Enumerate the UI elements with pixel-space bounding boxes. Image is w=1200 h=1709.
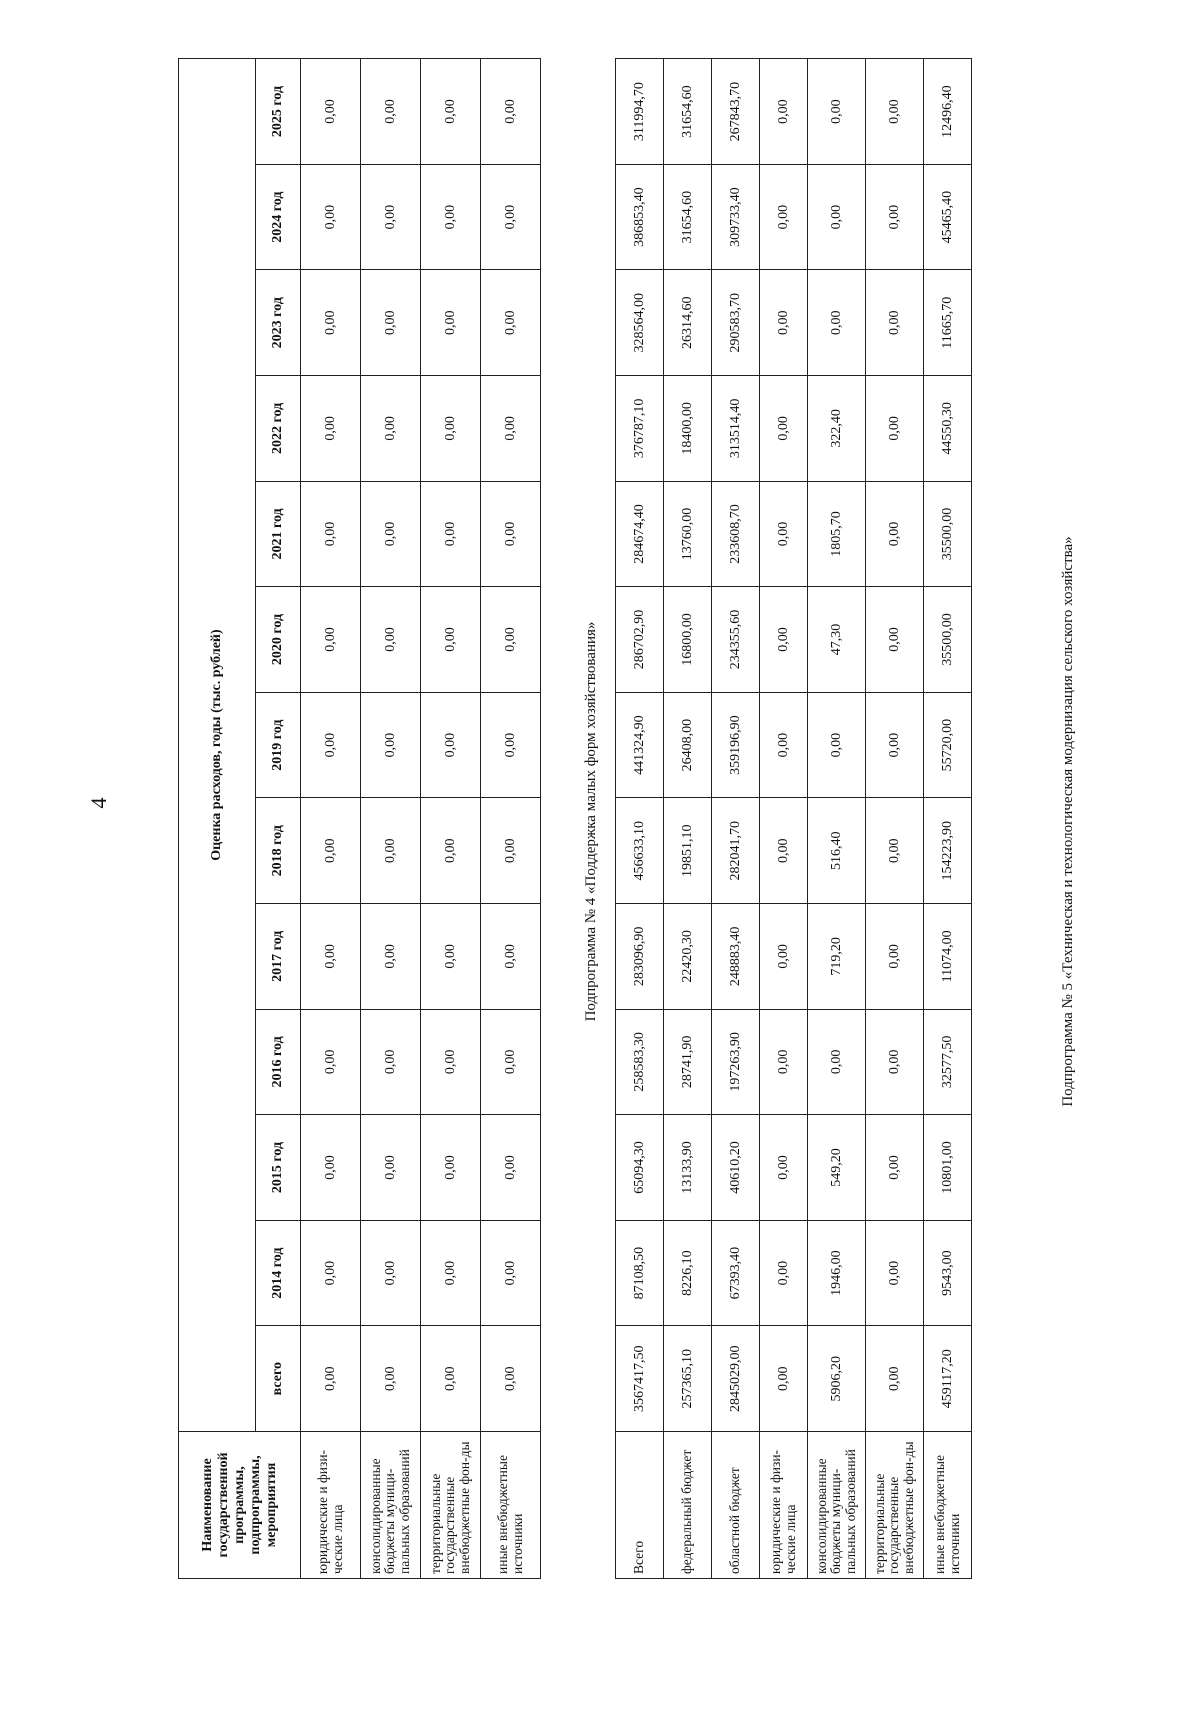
value-cell: 47,30 (808, 587, 866, 693)
value-cell: 258583,30 (616, 1009, 664, 1115)
value-cell: 16800,00 (664, 587, 712, 693)
value-cell: 2845029,00 (712, 1326, 760, 1432)
value-cell: 290583,70 (712, 270, 760, 376)
value-cell: 0,00 (481, 798, 541, 904)
value-cell: 234355,60 (712, 587, 760, 693)
value-cell: 0,00 (760, 904, 808, 1010)
value-cell: 67393,40 (712, 1220, 760, 1326)
row-label: областной бюджет (712, 1432, 760, 1579)
year-header: 2020 год (256, 587, 301, 693)
value-cell: 0,00 (301, 270, 361, 376)
value-cell: 0,00 (361, 1326, 421, 1432)
estimate-header: Оценка расходов, годы (тыс. рублей) (179, 59, 256, 1432)
subprogram-5-title: Подпрограмма № 5 «Техническая и технологическая модернизация сельского хозяйства» (1060, 536, 1076, 1107)
value-cell: 0,00 (421, 798, 481, 904)
page-number: 4 (86, 797, 111, 809)
value-cell: 0,00 (866, 376, 924, 482)
value-cell: 0,00 (760, 59, 808, 165)
value-cell: 0,00 (301, 692, 361, 798)
value-cell: 313514,40 (712, 376, 760, 482)
value-cell: 44550,30 (924, 376, 972, 482)
row-label: консолидированные бюджеты муници-пальных образований (808, 1432, 866, 1579)
value-cell: 0,00 (866, 904, 924, 1010)
table-row (866, 59, 924, 1579)
value-cell: 0,00 (421, 164, 481, 270)
value-cell: 0,00 (866, 1220, 924, 1326)
row-label: консолидированные бюджеты муници-пальных образований (361, 1432, 421, 1579)
table-row (616, 59, 664, 1579)
year-header: 2021 год (256, 481, 301, 587)
value-cell: 0,00 (808, 164, 866, 270)
value-cell: 0,00 (866, 587, 924, 693)
value-cell: 257365,10 (664, 1326, 712, 1432)
year-header: 2014 год (256, 1220, 301, 1326)
expenses-table-subprogram-4 (615, 58, 972, 1579)
table2-body (616, 59, 972, 1579)
value-cell: 0,00 (866, 59, 924, 165)
value-cell: 0,00 (301, 1009, 361, 1115)
value-cell: 0,00 (361, 270, 421, 376)
value-cell: 0,00 (866, 1009, 924, 1115)
value-cell: 0,00 (361, 59, 421, 165)
value-cell: 0,00 (361, 587, 421, 693)
value-cell: 0,00 (361, 376, 421, 482)
value-cell: 0,00 (481, 692, 541, 798)
value-cell: 0,00 (760, 587, 808, 693)
value-cell: 35500,00 (924, 587, 972, 693)
row-label: Всего (616, 1432, 664, 1579)
value-cell: 248883,40 (712, 904, 760, 1010)
row-label: юридические и физи-ческие лица (301, 1432, 361, 1579)
value-cell: 45465,40 (924, 164, 972, 270)
value-cell: 0,00 (481, 1009, 541, 1115)
value-cell: 0,00 (361, 904, 421, 1010)
expenses-table-top (178, 58, 541, 1579)
value-cell: 386853,40 (616, 164, 664, 270)
value-cell: 0,00 (301, 164, 361, 270)
value-cell: 0,00 (301, 481, 361, 587)
value-cell: 0,00 (421, 481, 481, 587)
value-cell: 0,00 (421, 904, 481, 1010)
value-cell: 0,00 (866, 481, 924, 587)
value-cell: 9543,00 (924, 1220, 972, 1326)
value-cell: 0,00 (760, 1220, 808, 1326)
value-cell: 65094,30 (616, 1115, 664, 1221)
value-cell: 459117,20 (924, 1326, 972, 1432)
row-label: федеральный бюджет (664, 1432, 712, 1579)
year-header: 2022 год (256, 376, 301, 482)
value-cell: 13760,00 (664, 481, 712, 587)
value-cell: 0,00 (421, 692, 481, 798)
value-cell: 0,00 (866, 692, 924, 798)
value-cell: 1946,00 (808, 1220, 866, 1326)
value-cell: 154223,90 (924, 798, 972, 904)
value-cell: 0,00 (481, 1326, 541, 1432)
value-cell: 0,00 (421, 1326, 481, 1432)
value-cell: 0,00 (481, 481, 541, 587)
value-cell: 35500,00 (924, 481, 972, 587)
value-cell: 0,00 (481, 1115, 541, 1221)
year-header: 2024 год (256, 164, 301, 270)
value-cell: 18400,00 (664, 376, 712, 482)
value-cell: 0,00 (421, 1115, 481, 1221)
value-cell: 0,00 (301, 587, 361, 693)
value-cell: 0,00 (361, 481, 421, 587)
value-cell: 322,40 (808, 376, 866, 482)
value-cell: 0,00 (421, 59, 481, 165)
table-row (361, 59, 421, 1579)
row-label: территориальные государственные внебюджетные фон-ды (866, 1432, 924, 1579)
value-cell: 0,00 (421, 1009, 481, 1115)
value-cell: 22420,30 (664, 904, 712, 1010)
value-cell: 0,00 (361, 1220, 421, 1326)
value-cell: 0,00 (481, 59, 541, 165)
value-cell: 0,00 (866, 1115, 924, 1221)
value-cell: 516,40 (808, 798, 866, 904)
value-cell: 5906,20 (808, 1326, 866, 1432)
table-row (760, 59, 808, 1579)
name-column-header: Наименование государственной программы, подпрограммы, мероприятия (179, 1432, 301, 1579)
value-cell: 0,00 (301, 59, 361, 165)
value-cell: 282041,70 (712, 798, 760, 904)
value-cell: 10801,00 (924, 1115, 972, 1221)
value-cell: 0,00 (760, 1115, 808, 1221)
value-cell: 286702,90 (616, 587, 664, 693)
table-row (481, 59, 541, 1579)
value-cell: 311994,70 (616, 59, 664, 165)
table-row (924, 59, 972, 1579)
value-cell: 0,00 (361, 164, 421, 270)
year-header: 2018 год (256, 798, 301, 904)
table-row (808, 59, 866, 1579)
value-cell: 0,00 (866, 270, 924, 376)
value-cell: 0,00 (481, 1220, 541, 1326)
value-cell: 376787,10 (616, 376, 664, 482)
year-header: 2025 год (256, 59, 301, 165)
value-cell: 3567417,50 (616, 1326, 664, 1432)
year-header: 2017 год (256, 904, 301, 1010)
value-cell: 0,00 (760, 481, 808, 587)
value-cell: 0,00 (760, 270, 808, 376)
value-cell: 456633,10 (616, 798, 664, 904)
value-cell: 55720,00 (924, 692, 972, 798)
value-cell: 87108,50 (616, 1220, 664, 1326)
row-label: иные внебюджетные источники (481, 1432, 541, 1579)
row-label: иные внебюджетные источники (924, 1432, 972, 1579)
value-cell: 0,00 (866, 798, 924, 904)
value-cell: 0,00 (301, 376, 361, 482)
value-cell: 441324,90 (616, 692, 664, 798)
value-cell: 26408,00 (664, 692, 712, 798)
value-cell: 284674,40 (616, 481, 664, 587)
value-cell: 31654,60 (664, 164, 712, 270)
value-cell: 549,20 (808, 1115, 866, 1221)
table-row (712, 59, 760, 1579)
value-cell: 0,00 (808, 59, 866, 165)
value-cell: 0,00 (808, 1009, 866, 1115)
row-label: территориальные государственные внебюджетные фон-ды (421, 1432, 481, 1579)
value-cell: 0,00 (421, 270, 481, 376)
value-cell: 28741,90 (664, 1009, 712, 1115)
value-cell: 0,00 (361, 692, 421, 798)
value-cell: 0,00 (760, 1009, 808, 1115)
value-cell: 0,00 (481, 904, 541, 1010)
value-cell: 40610,20 (712, 1115, 760, 1221)
value-cell: 283096,90 (616, 904, 664, 1010)
value-cell: 0,00 (421, 376, 481, 482)
value-cell: 0,00 (808, 692, 866, 798)
value-cell: 0,00 (760, 798, 808, 904)
value-cell: 0,00 (361, 798, 421, 904)
value-cell: 0,00 (808, 270, 866, 376)
value-cell: 13133,90 (664, 1115, 712, 1221)
year-header: всего (256, 1326, 301, 1432)
value-cell: 0,00 (760, 376, 808, 482)
value-cell: 0,00 (301, 904, 361, 1010)
value-cell: 11665,70 (924, 270, 972, 376)
value-cell: 1805,70 (808, 481, 866, 587)
value-cell: 328564,00 (616, 270, 664, 376)
table1-body (301, 59, 541, 1579)
value-cell: 26314,60 (664, 270, 712, 376)
value-cell: 0,00 (760, 692, 808, 798)
subprogram-4-title: Подпрограмма № 4 «Поддержка малых форм хозяйствования» (583, 621, 599, 1022)
table-row (301, 59, 361, 1579)
value-cell: 31654,60 (664, 59, 712, 165)
value-cell: 309733,40 (712, 164, 760, 270)
year-header: 2019 год (256, 692, 301, 798)
row-label: юридические и физи-ческие лица (760, 1432, 808, 1579)
value-cell: 233608,70 (712, 481, 760, 587)
table-row (664, 59, 712, 1579)
value-cell: 0,00 (760, 164, 808, 270)
value-cell: 0,00 (481, 376, 541, 482)
value-cell: 0,00 (481, 270, 541, 376)
value-cell: 0,00 (361, 1115, 421, 1221)
value-cell: 0,00 (301, 1220, 361, 1326)
year-header: 2015 год (256, 1115, 301, 1221)
value-cell: 0,00 (481, 587, 541, 693)
value-cell: 19851,10 (664, 798, 712, 904)
value-cell: 267843,70 (712, 59, 760, 165)
years-header-row (256, 59, 301, 1579)
value-cell: 0,00 (866, 1326, 924, 1432)
value-cell: 0,00 (760, 1326, 808, 1432)
value-cell: 197263,90 (712, 1009, 760, 1115)
value-cell: 719,20 (808, 904, 866, 1010)
value-cell: 0,00 (301, 1115, 361, 1221)
value-cell: 0,00 (301, 798, 361, 904)
year-header: 2016 год (256, 1009, 301, 1115)
value-cell: 359196,90 (712, 692, 760, 798)
year-header: 2023 год (256, 270, 301, 376)
value-cell: 12496,40 (924, 59, 972, 165)
table-row (421, 59, 481, 1579)
value-cell: 0,00 (301, 1326, 361, 1432)
value-cell: 0,00 (866, 164, 924, 270)
value-cell: 0,00 (421, 1220, 481, 1326)
value-cell: 0,00 (361, 1009, 421, 1115)
value-cell: 11074,00 (924, 904, 972, 1010)
value-cell: 0,00 (421, 587, 481, 693)
value-cell: 0,00 (481, 164, 541, 270)
value-cell: 32577,50 (924, 1009, 972, 1115)
value-cell: 8226,10 (664, 1220, 712, 1326)
